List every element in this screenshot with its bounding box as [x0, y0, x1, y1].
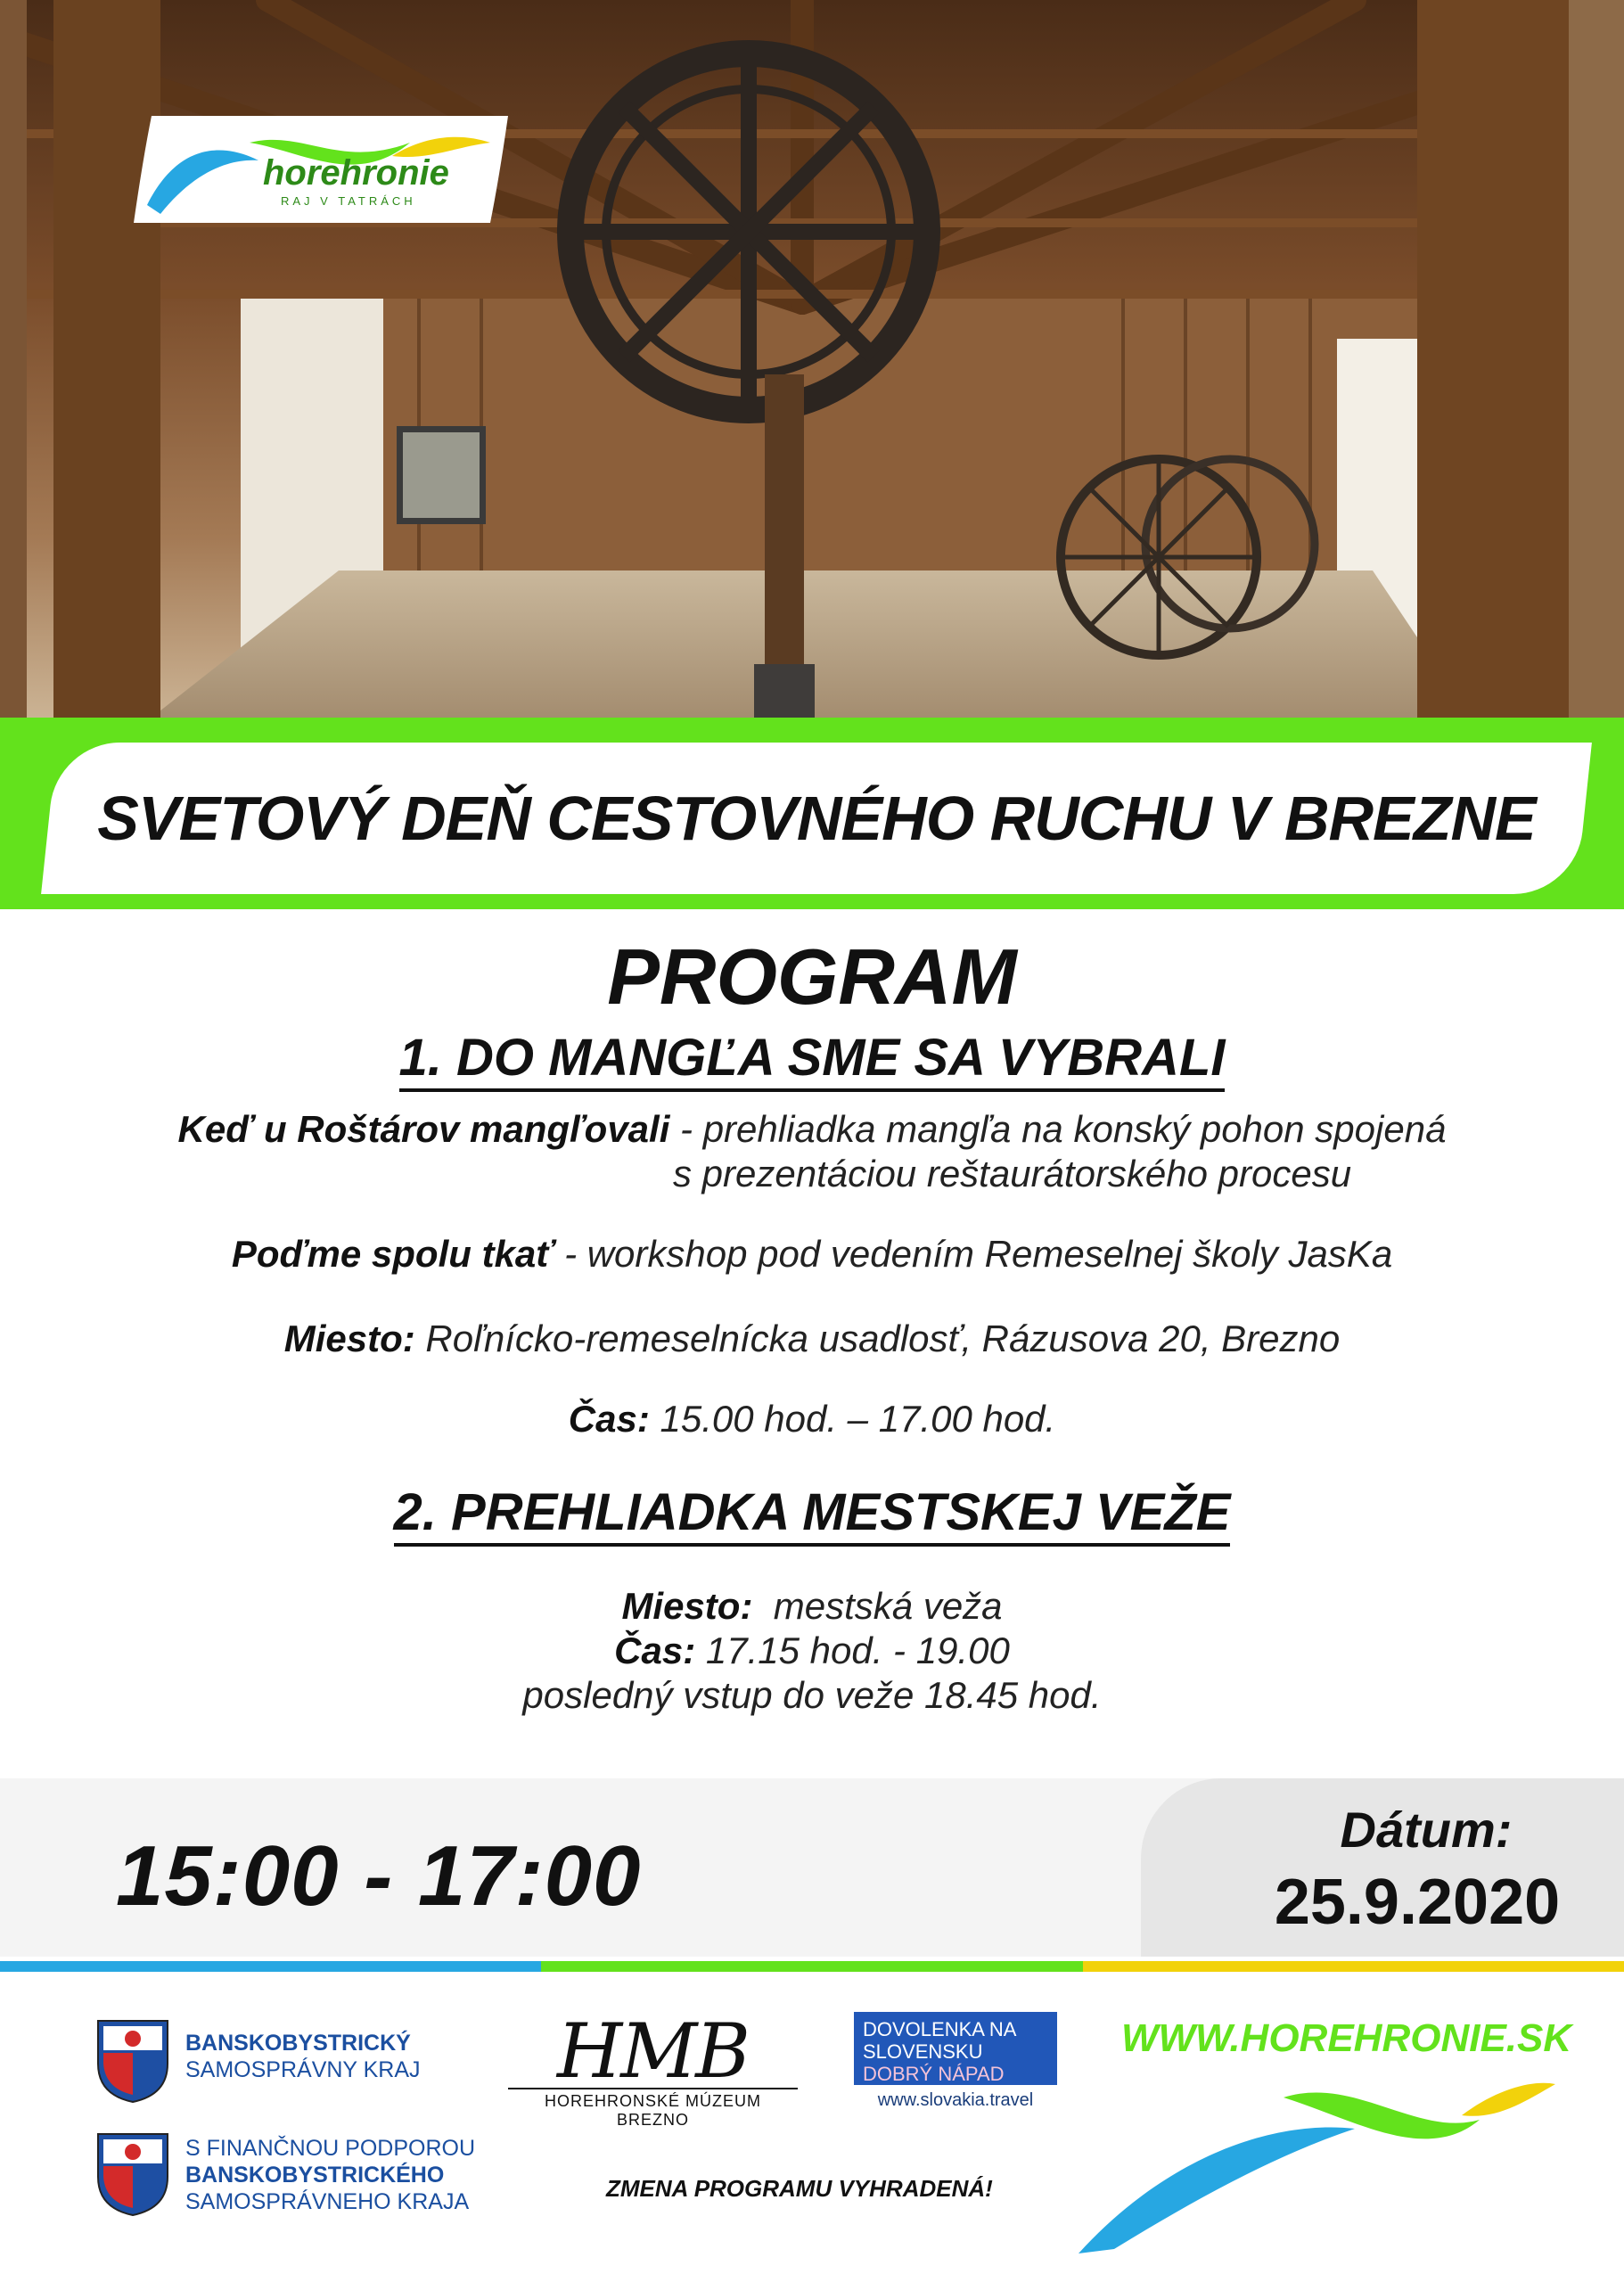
section1-place — [0, 1317, 1624, 1360]
stripe-yellow — [1083, 1961, 1624, 1972]
page-title: SVETOVÝ DEŇ CESTOVNÉHO RUCHU V BREZNE — [97, 784, 1536, 853]
event-date: 25.9.2020 — [1274, 1867, 1561, 1938]
stripe-green — [541, 1961, 1082, 1972]
section2-heading-text: 2. PREHLIADKA MESTSKEJ VEŽE — [394, 1483, 1231, 1547]
horehronie-swoosh-icon — [1061, 2066, 1560, 2258]
slovakia-line3: DOBRÝ NÁPAD — [863, 2063, 1005, 2085]
org2-line3: SAMOSPRÁVNEHO KRAJA — [185, 2189, 470, 2214]
museum-name: HOREHRONSKÉ MÚZEUM BREZNO — [508, 2088, 798, 2130]
museum-logo — [508, 2007, 798, 2129]
logo-wordmark: horehronie — [263, 153, 449, 193]
time-value: 15.00 hod. – 17.00 hod. — [649, 1398, 1056, 1440]
item2-desc: - workshop pod vedením Remeselnej školy JasKa — [554, 1233, 1393, 1275]
section1-item2 — [0, 1233, 1624, 1276]
section1-item1-cont: s prezentáciou reštaurátorského procesu — [673, 1153, 1352, 1194]
item2-name: Poďme spolu tkať — [231, 1233, 554, 1275]
section2-last-entry: posledný vstup do veže 18.45 hod. — [522, 1674, 1102, 1716]
slovakia-line1: DOVOLENKA NA — [863, 2018, 1017, 2040]
section2-place — [0, 1585, 1624, 1628]
item1-desc: - prehliadka mangľa na konský pohon spojená — [669, 1108, 1447, 1150]
section1-time — [0, 1398, 1624, 1441]
item1-name: Keď u Roštárov mangľovali — [177, 1108, 670, 1150]
horehronie-logo — [125, 107, 517, 232]
slovakia-url[interactable]: www.slovakia.travel — [877, 2090, 1034, 2110]
event-time: 15:00 - 17:00 — [116, 1828, 642, 1924]
coat-of-arms-icon — [96, 2132, 169, 2217]
section2-heading — [0, 1482, 1624, 1542]
color-stripe — [0, 1961, 1624, 1972]
org2-line1: S FINANČNOU PODPOROU — [185, 2136, 476, 2161]
org1-line1: BANSKOBYSTRICKÝ — [185, 2031, 411, 2056]
section2-time — [0, 1629, 1624, 1672]
slovakia-travel-logo — [854, 2012, 1057, 2085]
org1-label — [185, 2030, 421, 2083]
place-label: Miesto: — [621, 1585, 753, 1627]
time-value: 17.15 hod. - 19.00 — [695, 1629, 1010, 1671]
coat-of-arms-icon — [96, 2019, 169, 2104]
website-link[interactable]: WWW.HOREHRONIE.SK — [1121, 2016, 1572, 2060]
museum-letters: HMB — [557, 2007, 749, 2095]
time-label: Čas: — [568, 1398, 650, 1440]
section1-heading-text: 1. DO MANGĽA SME SA VYBRALI — [399, 1029, 1226, 1092]
org2-label — [185, 2135, 475, 2215]
place-value: Roľnícko-remeselnícka usadlosť, Rázusova 20, Brezno — [414, 1317, 1341, 1359]
stripe-blue — [0, 1961, 541, 1972]
time-label: Čas: — [614, 1629, 696, 1671]
program-heading: PROGRAM — [607, 932, 1017, 1021]
date-label: Dátum: — [1340, 1802, 1513, 1858]
place-value: mestská veža — [752, 1585, 1003, 1627]
section1-heading — [0, 1028, 1624, 1088]
slovakia-line2: SLOVENSKU — [863, 2040, 983, 2063]
logo-tagline: RAJ V TATRÁCH — [281, 194, 416, 208]
section1-item1 — [0, 1108, 1624, 1151]
org1-line2: SAMOSPRÁVNY KRAJ — [185, 2057, 421, 2082]
program-change-note: ZMENA PROGRAMU VYHRADENÁ! — [606, 2175, 993, 2202]
place-label: Miesto: — [283, 1317, 415, 1359]
org2-line2: BANSKOBYSTRICKÉHO — [185, 2163, 445, 2188]
